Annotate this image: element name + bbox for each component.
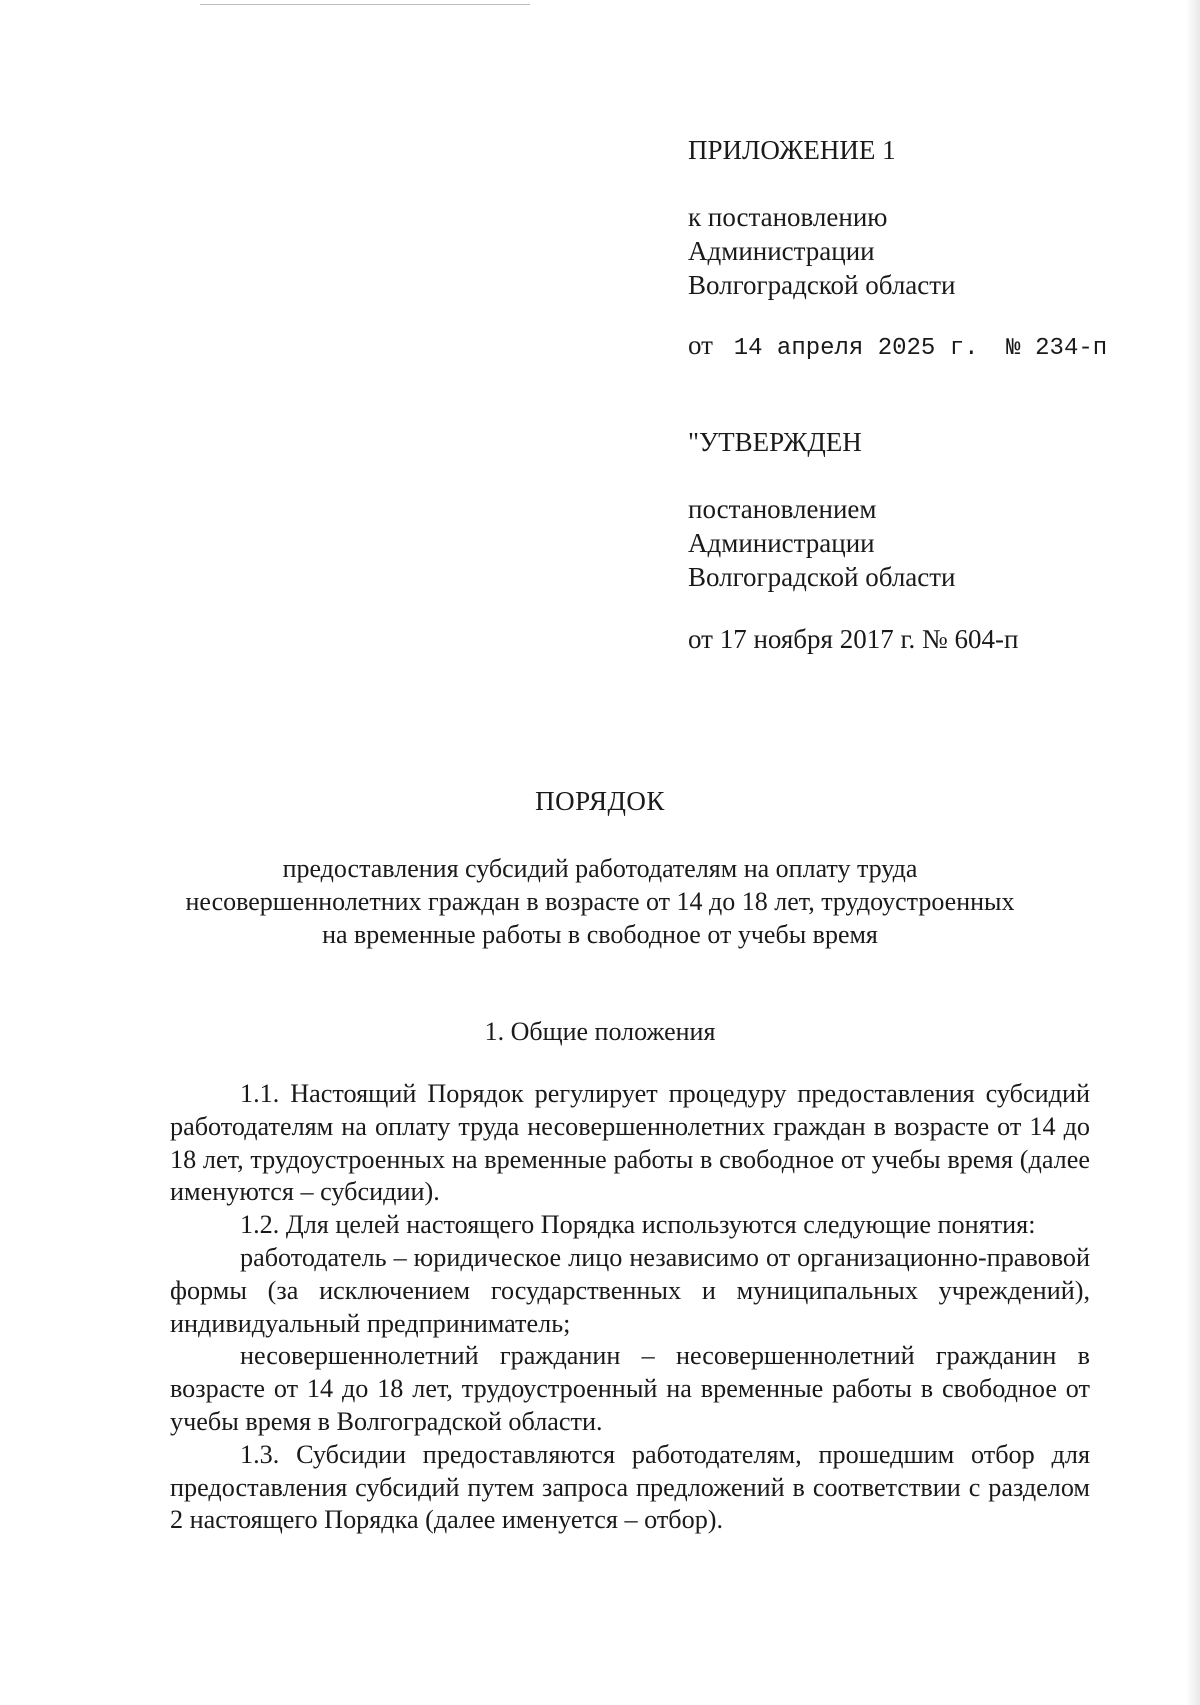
appendix-decree-line: Волгоградской области: [688, 270, 956, 300]
appendix-decree-line: Администрации: [688, 236, 875, 266]
approved-decree-line: постановлением: [688, 494, 877, 524]
approved-decree-block: [688, 492, 956, 594]
appendix-decree-block: [688, 200, 956, 302]
document-subtitle: [150, 852, 1050, 951]
appendix-number: 234-п: [1035, 335, 1108, 362]
paragraph-1-2: 1.2. Для целей настоящего Порядка используются следующие понятия:: [240, 1210, 1036, 1240]
appendix-date: 14 апреля 2025 г.: [733, 335, 979, 362]
appendix-number-prefix: №: [1006, 335, 1021, 362]
section-heading: 1. Общие положения: [484, 1017, 716, 1046]
paragraph-1-3: 1.3. Субсидии предоставляются работодателям, прошедшим отбор для предоставления субсидий путем запроса предложений в соответствии с разделом 2 настоящего Порядка (далее именуется – отбор).: [170, 1439, 1090, 1535]
appendix-decree-line: к постановлению: [688, 202, 888, 232]
approved-decree-line: Волгоградской области: [688, 562, 956, 592]
approved-decree-line: Администрации: [688, 528, 875, 558]
definition-minor-citizen: несовершеннолетний гражданин – несовершеннолетний гражданин в возрасте от 14 до 18 лет, трудоустроенный на временные работы в свободное от учебы время в Волгоградской области.: [170, 1341, 1090, 1436]
approved-date-line: от 17 ноября 2017 г. № 604-п: [688, 624, 1019, 654]
subtitle-line: предоставления субсидий работодателям на оплату труда: [282, 854, 918, 883]
appendix-number-group: [1006, 328, 1107, 366]
scan-artifact-line: [200, 4, 530, 5]
appendix-title: ПРИЛОЖЕНИЕ 1: [688, 135, 896, 165]
document-title: ПОРЯДОК: [535, 786, 665, 816]
appendix-date-line: [688, 328, 1118, 366]
paragraph-1-1: 1.1. Настоящий Порядок регулирует процедуру предоставления субсидий работодателям на оплату труда несовершеннолетних граждан в возрасте от 14 до 18 лет, трудоустроенных на временные работы в свободное от учебы время (далее именуются – субсидии).: [170, 1079, 1090, 1207]
document-body: [170, 1078, 1090, 1537]
subtitle-line: несовершеннолетних граждан в возрасте от 14 до 18 лет, трудоустроенных: [185, 887, 1015, 916]
definition-employer: работодатель – юридическое лицо независимо от организационно-правовой формы (за исключением государственных и муниципальных учреждений), индивидуальный предприниматель;: [170, 1242, 1090, 1338]
scan-edge-shadow: [1186, 0, 1200, 1705]
approved-title: "УТВЕРЖДЕН: [688, 427, 862, 457]
subtitle-line: на временные работы в свободное от учебы время: [322, 920, 878, 949]
appendix-date-prefix: от: [688, 330, 713, 360]
